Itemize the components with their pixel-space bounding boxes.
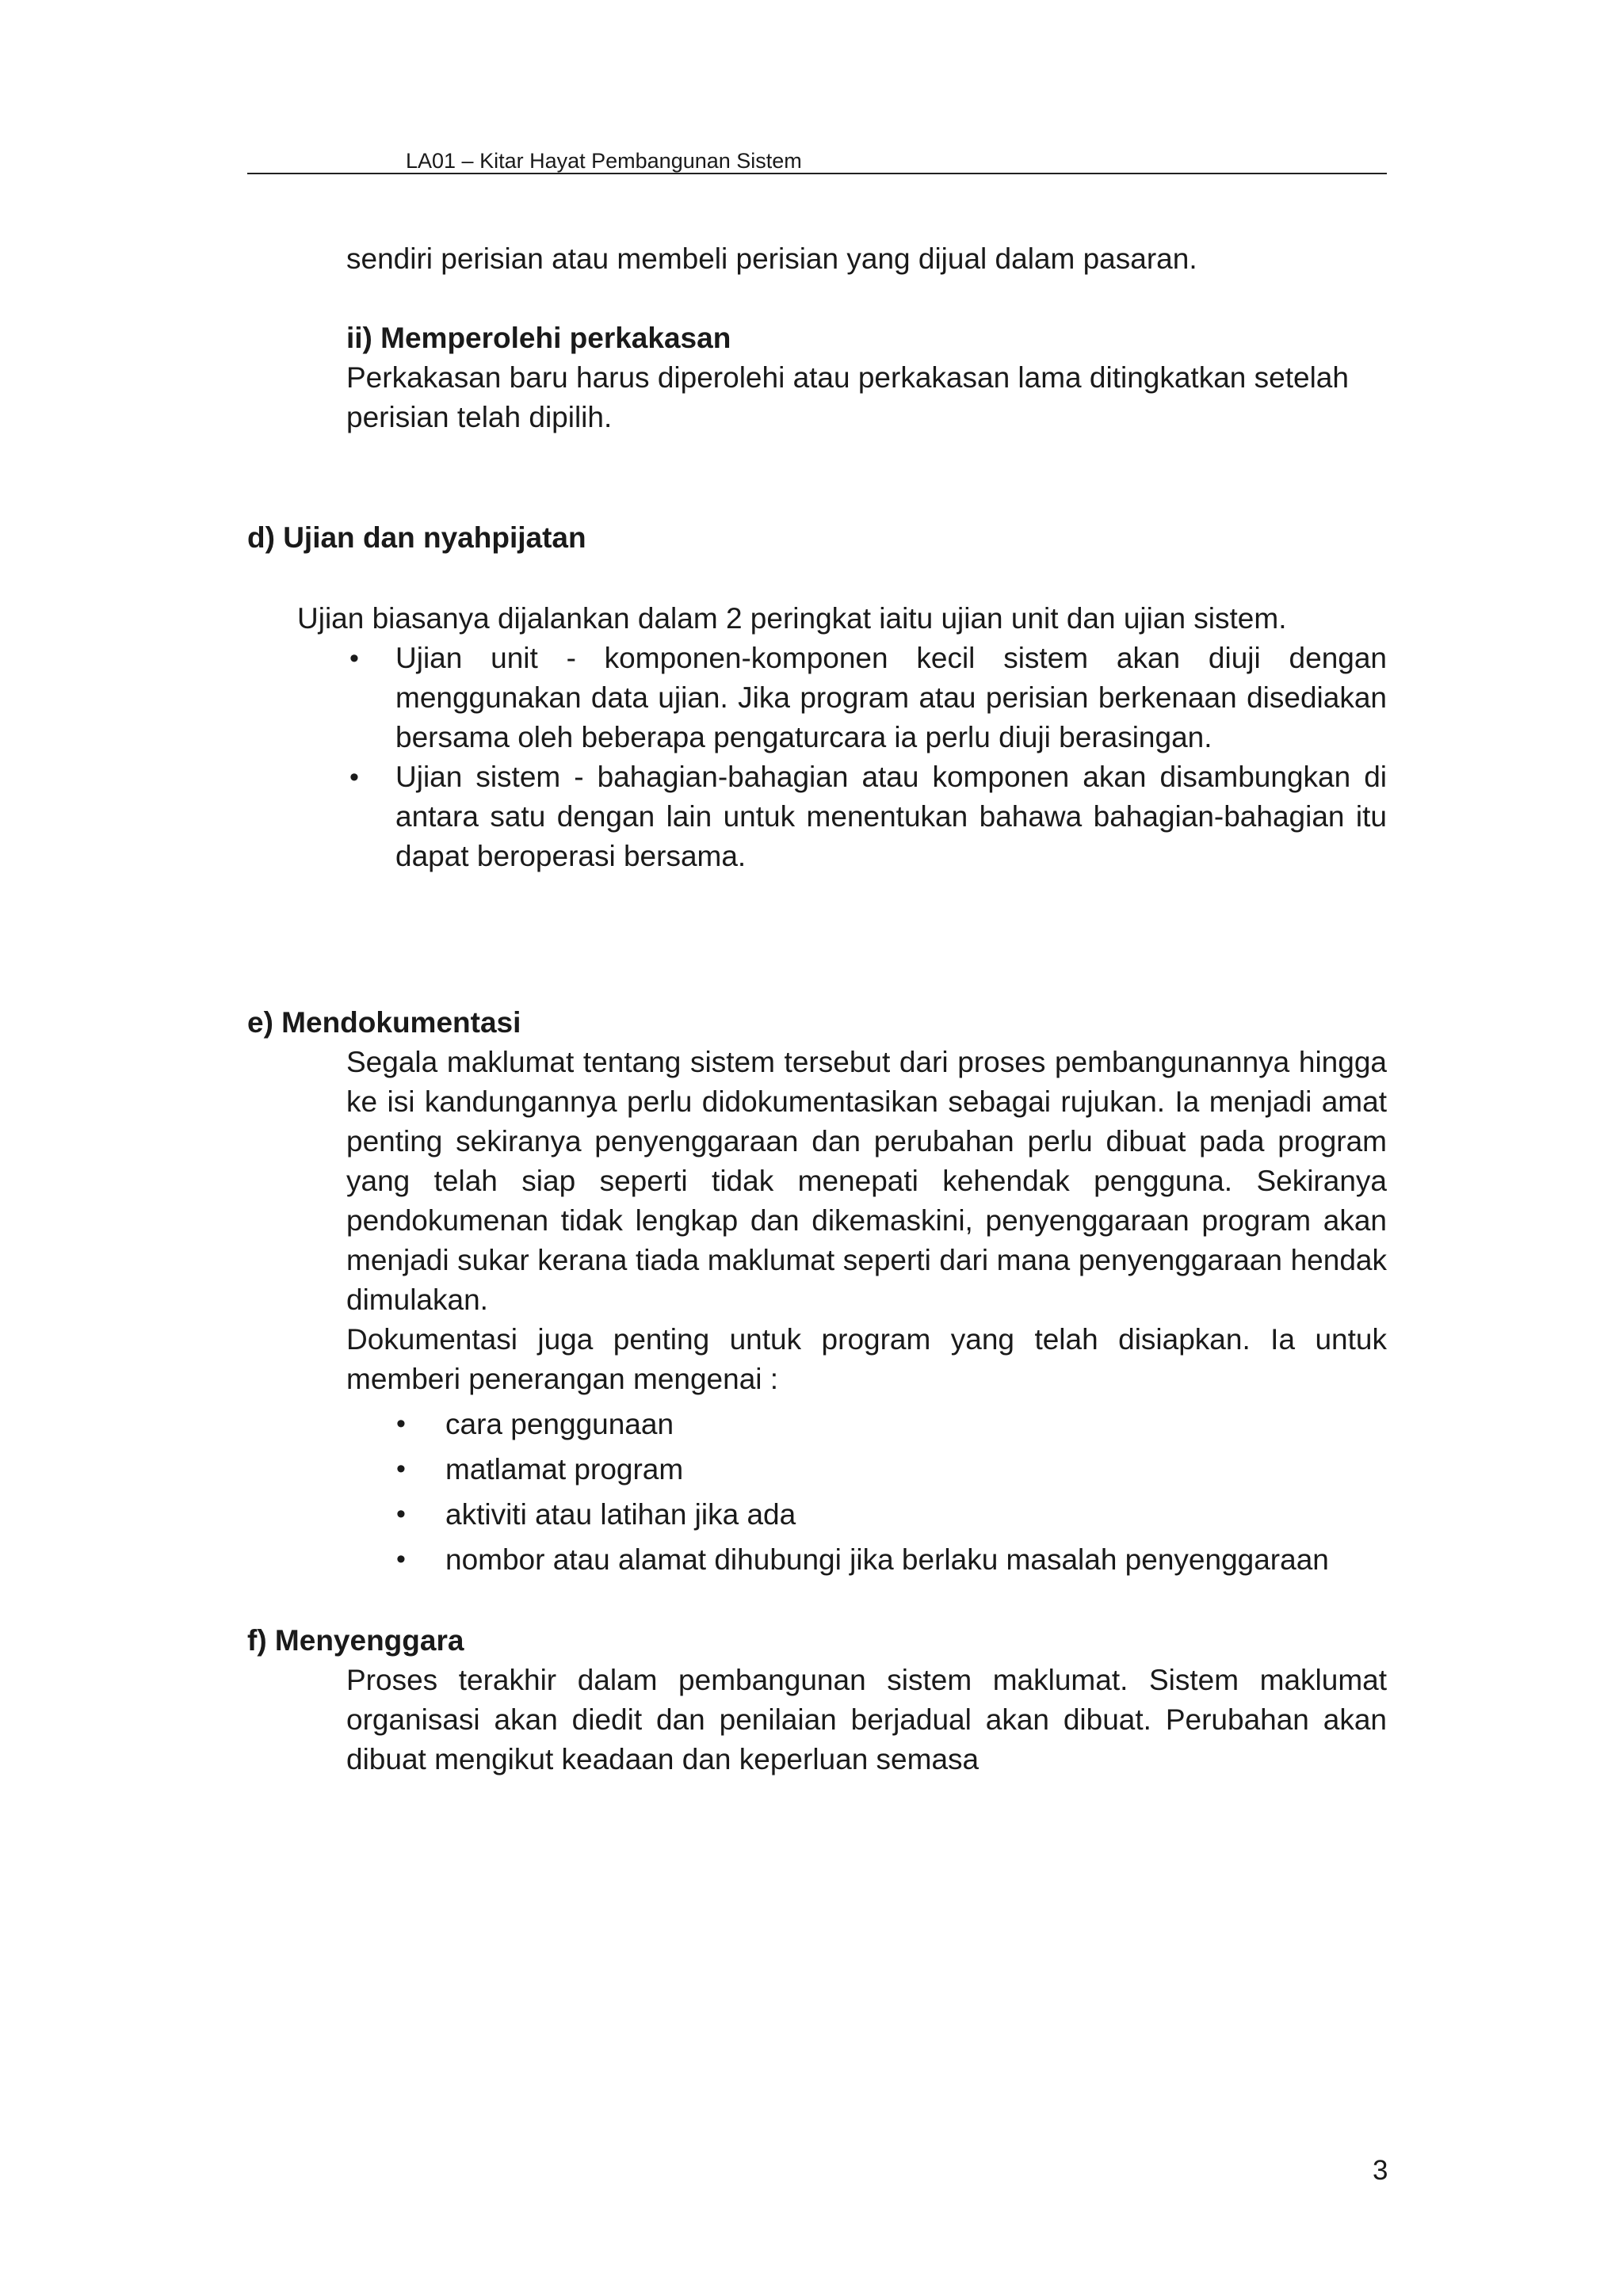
bullet-icon: • [396,1454,406,1484]
section-f-heading: f) Menyenggara [247,1624,464,1657]
section-d-intro: Ujian biasanya dijalankan dalam 2 peringkat iaitu ujian unit dan ujian sistem. [297,602,1287,635]
bullet-icon: • [396,1544,406,1574]
bullet-icon: • [396,1499,406,1529]
list-item-text: Ujian sistem - bahagian-bahagian atau komponen akan disambungkan di antara satu dengan lain untuk menentukan bahawa bahagian-bahagian itu dapat beroperasi bersama. [395,761,1387,872]
running-header: LA01 – Kitar Hayat Pembangunan Sistem [406,149,802,173]
section-d-bullets [349,639,1387,876]
bullet-icon: • [349,643,359,673]
list-item [349,757,1387,876]
section-d-heading: d) Ujian dan nyahpijatan [247,521,586,554]
header-rule [247,173,1387,174]
bullet-icon: • [349,762,359,792]
list-item [396,1492,1387,1537]
list-item [349,639,1387,757]
list-item-text: aktiviti atau latihan jika ada [445,1498,796,1531]
list-item [396,1402,1387,1447]
list-item [396,1447,1387,1492]
section-e-paragraph-1: Segala maklumat tentang sistem tersebut dari proses pembangunannya hingga ke isi kandungannya perlu didokumentasikan sebagai rujukan. Ia menjadi amat penting sekiranya penyenggaraan dan perubahan perlu dibuat pada program yang telah siap seperti tidak menepati kehendak pengguna. Sekiranya pendokumenan tidak lengkap dan dikemaskini, penyenggaraan program akan menjadi sukar kerana tiada maklumat seperti dari mana penyenggaraan hendak dimulakan. [346,1046,1387,1316]
bullet-icon: • [396,1409,406,1439]
list-item-text: matlamat program [445,1453,684,1486]
list-item-text: Ujian unit - komponen-komponen kecil sistem akan diuji dengan menggunakan data ujian. Jika program atau perisian berkenaan disediakan bersama oleh beberapa pengaturcara ia perlu diuji berasingan. [395,642,1387,753]
list-item [396,1537,1387,1582]
sub-ii-heading: ii) Memperolehi perkakasan [346,322,731,354]
list-item-text: nombor atau alamat dihubungi jika berlaku masalah penyenggaraan [445,1543,1329,1576]
section-c-intro-tail: sendiri perisian atau membeli perisian yang dijual dalam pasaran. [346,242,1197,275]
list-item-text: cara penggunaan [445,1408,674,1440]
page-number: 3 [1373,2155,1388,2186]
section-e-paragraph-2: Dokumentasi juga penting untuk program yang telah disiapkan. Ia untuk memberi penerangan mengenai : [346,1323,1387,1395]
section-f-paragraph: Proses terakhir dalam pembangunan sistem maklumat. Sistem maklumat organisasi akan diedit dan penilaian berjadual akan dibuat. Perubahan akan dibuat mengikut keadaan dan keperluan semasa [346,1664,1387,1775]
sub-ii-text: Perkakasan baru harus diperolehi atau perkakasan lama ditingkatkan setelah perisian telah dipilih. [346,361,1349,433]
section-e-heading: e) Mendokumentasi [247,1006,521,1039]
section-e-bullets [396,1402,1387,1582]
